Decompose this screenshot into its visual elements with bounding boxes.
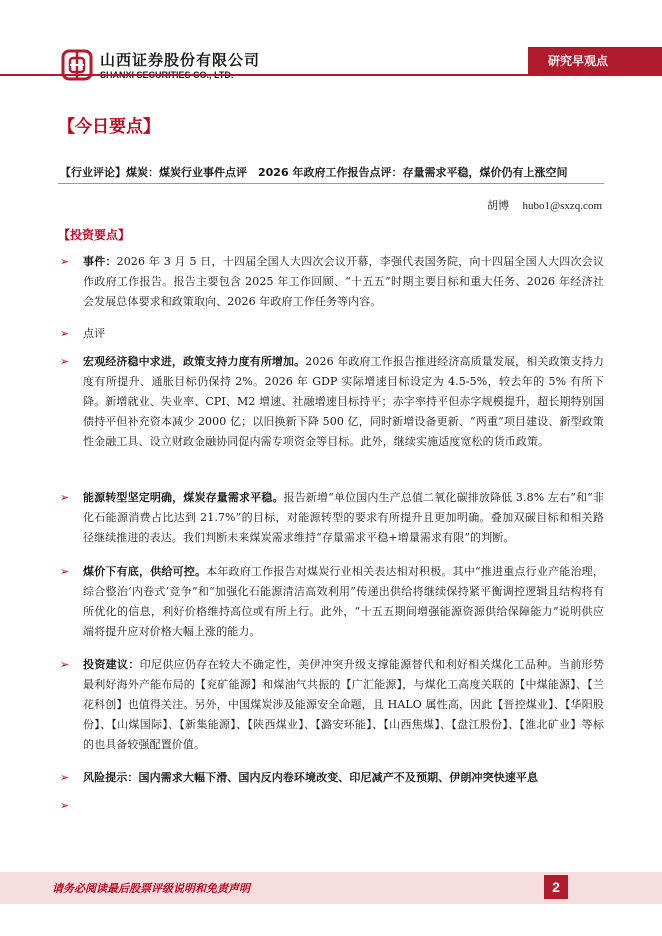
company-logo-icon <box>60 48 94 82</box>
bullet-text: 能源转型坚定明确，煤炭存量需求平稳。报告新增“单位国内生产总值二氧化碳排放降低 3.8% 左右”和“非化石能源消费占比达到 21.7%”的目标，对能源转型的要求有所提升且更加明确。叠加双碳目标和相关路径继续推进的表达。我们判断未来煤炭需求维持“存量需求平稳+增量需求有限”的判断。 <box>83 491 604 544</box>
bullet-text: 煤价下有底，供给可控。本年政府工作报告对煤炭行业相关表达相对积极。其中“推进重点行业产能治理，综合整治‘内卷式’竞争”和“加强化石能源清洁高效利用”传递出供给将继续保持紧平衡调控逻辑且结构将有所优化的信息，利好价格维持高位或有所上行。此外，“十五五期间增强能源资源供给保障能力”说明供应端将提升应对价格大幅上涨的能力。 <box>83 565 604 638</box>
bullet-arrow-icon: ➢ <box>60 799 70 812</box>
bullet-macro <box>60 352 604 452</box>
bullet-energy-transition <box>60 488 604 548</box>
investment-points-heading: 【投资要点】 <box>58 228 131 242</box>
author-name: 胡博 <box>487 199 510 212</box>
bullet-arrow-icon: ➢ <box>60 771 70 784</box>
bullet-arrow-icon: ➢ <box>60 658 70 671</box>
bullet-arrow-icon: ➢ <box>60 255 70 268</box>
title-divider <box>58 183 604 184</box>
bullet-event <box>60 252 604 312</box>
bullet-text: 事件：2026 年 3 月 5 日，十四届全国人大四次会议开幕，李强代表国务院，向十四届全国人大四次会议作政府工作报告。报告主要包含 2025 年工作回顾、“十五五”时期主要目标和重大任务、2026 年经济社会发展总体要求和政策取向、2026 年政府工作任务等内容。 <box>83 255 604 308</box>
bullet-text: 风险提示：国内需求大幅下滑、国内反内卷环境改变、印尼减产不及预期、伊朗冲突快速平息 <box>83 771 539 784</box>
bullet-comment <box>60 324 604 344</box>
company-name-cn: 山西证券股份有限公司 <box>100 51 261 69</box>
bullet-risk-warning <box>60 768 604 788</box>
bullet-text: 点评 <box>83 327 106 340</box>
bullet-investment-advice <box>60 655 604 755</box>
bullet-arrow-icon: ➢ <box>60 565 70 578</box>
bullet-text: 宏观经济稳中求进，政策支持力度有所增加。2026 年政府工作报告推进经济高质量发展，相关政策支持力度有所提升、通胀目标仍保持 2%。2026 年 GDP 实际增速目标设定为 4.5-5%，较去年的 5% 有所下降。新增就业、失业率、CPI、M2 增速、社融增速目标持平；赤字率持平但赤字规模提升，超长期特别国债持平但补充资本减少 2000 亿；以旧换新下降 500 亿，同时新增设备更新、“两重”项目建设、新型政策性金融工具、设立财政金融协同促内需专项资金等目标。此外，继续实施适度宽松的货币政策。 <box>83 355 605 448</box>
page-header <box>0 0 662 100</box>
article-title: 【行业评论】煤炭：煤炭行业事件点评 2026 年政府工作报告点评：存量需求平稳，煤价仍有上涨空间 <box>60 166 568 179</box>
author-line <box>487 197 602 213</box>
footer-disclaimer[interactable]: 请务必阅读最后股票评级说明和免责声明 <box>52 882 250 895</box>
report-type-label: 研究早观点 <box>548 54 609 68</box>
bullet-arrow-icon: ➢ <box>60 491 70 504</box>
bullet-text: 投资建议：印尼供应仍存在较大不确定性，美伊冲突升级支撑能源替代和利好相关煤化工品种。当前形势最利好海外产能布局的【兖矿能源】和煤油气共振的【广汇能源】，与煤化工高度关联的【中煤能源】、【兰花科创】也值得关注。另外，中国煤炭涉及能源安全命题，且 HALO 属性高，因此【晋控煤业】、【华阳股份】、【山煤国际】、【新集能源】、【陕西煤业】、【潞安环能】、【山西焦煤】、【盘江股份】、【淮北矿业】等标的也具备较强配置价值。 <box>83 658 604 751</box>
bullet-coal-price <box>60 562 604 642</box>
author-email[interactable]: hubo1@sxzq.com <box>522 200 602 212</box>
bullet-arrow-icon: ➢ <box>60 327 70 340</box>
page-number: 2 <box>544 875 568 899</box>
bullet-arrow-icon: ➢ <box>60 355 70 368</box>
section-title: 【今日要点】 <box>58 117 160 137</box>
header-divider <box>0 74 662 76</box>
